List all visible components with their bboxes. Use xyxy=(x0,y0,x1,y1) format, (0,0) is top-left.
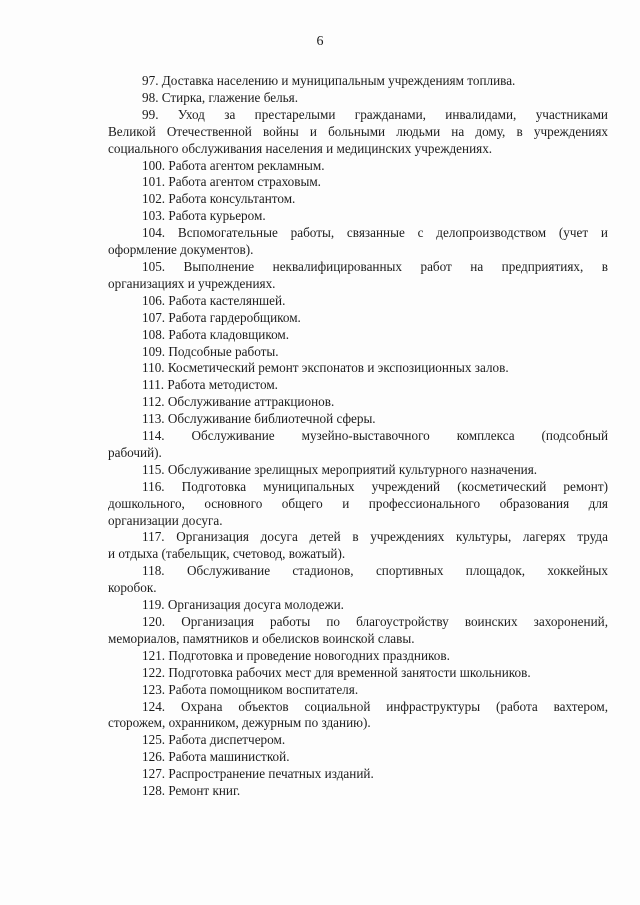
list-item-first-line: 122. Подготовка рабочих мест для временной занятости школьников. xyxy=(142,664,531,680)
list-item-first-line: 113. Обслуживание библиотечной сферы. xyxy=(142,411,376,427)
list-item-continuation: сторожем, охранником, дежурным по зданию). xyxy=(108,715,371,731)
list-item-first-line: 111. Работа методистом. xyxy=(142,377,278,393)
list-item xyxy=(108,428,608,462)
list-item xyxy=(108,293,608,310)
list-item-continuation: оформление документов). xyxy=(108,242,254,258)
list-item-first-line: 117. Организация досуга детей в учреждениях культуры, лагерях труда xyxy=(142,529,608,545)
list-item xyxy=(108,766,608,783)
list-item xyxy=(108,174,608,191)
list-item xyxy=(108,665,608,682)
list-item-first-line: 101. Работа агентом страховым. xyxy=(142,174,321,190)
page-number: 6 xyxy=(316,34,324,49)
list-item-continuation: организации досуга. xyxy=(108,512,223,528)
list-item-first-line: 121. Подготовка и проведение новогодних праздников. xyxy=(142,647,450,663)
list-item-first-line: 102. Работа консультантом. xyxy=(142,191,296,207)
list-item xyxy=(108,699,608,733)
list-item-first-line: 120. Организация работы по благоустройству воинских захоронений, xyxy=(142,614,608,629)
list-item-continuation: и отдыха (табельщик, счетовод, вожатый). xyxy=(108,546,346,562)
list-item-first-line: 97. Доставка населению и муниципальным учреждениям топлива. xyxy=(142,73,516,88)
list-item-first-line: 127. Распространение печатных изданий. xyxy=(142,766,374,782)
list-item-first-line: 105. Выполнение неквалифицированных работ на предприятиях, в xyxy=(142,258,608,274)
list-item-first-line: 98. Стирка, глажение белья. xyxy=(142,89,299,105)
list-item-first-line: 100. Работа агентом рекламным. xyxy=(142,157,325,173)
list-item xyxy=(108,394,608,411)
list-item-continuation: дошкольного, основного общего и профессионального образования для xyxy=(108,495,608,511)
list-item-first-line: 118. Обслуживание стадионов, спортивных площадок, хоккейных xyxy=(142,563,608,579)
list-item-first-line: 99. Уход за престарелыми гражданами, инвалидами, участниками xyxy=(142,106,608,122)
list-item xyxy=(108,783,608,800)
list-item xyxy=(108,191,608,208)
list-item xyxy=(108,597,608,614)
list-item xyxy=(108,344,608,361)
list-item-first-line: 107. Работа гардеробщиком. xyxy=(142,309,301,325)
list-item-first-line: 116. Подготовка муниципальных учреждений (косметический ремонт) xyxy=(142,478,608,494)
list-item xyxy=(108,327,608,344)
list-item xyxy=(108,648,608,665)
list-item-continuation: социального обслуживания населения и медицинских учреждениях. xyxy=(108,140,493,156)
list-item-first-line: 123. Работа помощником воспитателя. xyxy=(142,681,359,697)
list-item xyxy=(108,563,608,597)
list-item xyxy=(108,259,608,293)
list-item xyxy=(108,749,608,766)
list-item-first-line: 104. Вспомогательные работы, связанные с делопроизводством (учет и xyxy=(142,225,608,241)
list-item xyxy=(108,158,608,175)
list-item-first-line: 112. Обслуживание аттракционов. xyxy=(142,394,335,410)
list-item xyxy=(108,73,608,90)
list-item-first-line: 128. Ремонт книг. xyxy=(142,783,241,799)
list-item xyxy=(108,479,608,530)
list-item-continuation: коробок. xyxy=(108,580,157,596)
list-item-continuation: мемориалов, памятников и обелисков воинской славы. xyxy=(108,630,415,646)
list-item-first-line: 124. Охрана объектов социальной инфраструктуры (работа вахтером, xyxy=(142,698,608,714)
list-item-first-line: 106. Работа кастеляншей. xyxy=(142,292,286,308)
list-item xyxy=(108,225,608,259)
list-item-first-line: 119. Организация досуга молодежи. xyxy=(142,597,344,613)
item-list xyxy=(108,73,608,800)
list-item-continuation: Великой Отечественной войны и больными людьми на дому, в учреждениях xyxy=(108,123,608,139)
list-item-first-line: 103. Работа курьером. xyxy=(142,208,266,224)
list-item-first-line: 115. Обслуживание зрелищных мероприятий культурного назначения. xyxy=(142,461,538,477)
list-item-first-line: 126. Работа машинисткой. xyxy=(142,749,290,765)
list-item-continuation: рабочий). xyxy=(108,444,162,460)
list-item-first-line: 110. Косметический ремонт экспонатов и экспозиционных залов. xyxy=(142,360,509,376)
list-item-continuation: организациях и учреждениях. xyxy=(108,275,276,291)
list-item-first-line: 109. Подсобные работы. xyxy=(142,343,279,359)
list-item xyxy=(108,360,608,377)
list-item xyxy=(108,529,608,563)
list-item xyxy=(108,462,608,479)
list-item-first-line: 108. Работа кладовщиком. xyxy=(142,326,290,342)
list-item xyxy=(108,310,608,327)
list-item xyxy=(108,682,608,699)
list-item-first-line: 114. Обслуживание музейно-выставочного комплекса (подсобный xyxy=(142,428,608,444)
list-item xyxy=(108,208,608,225)
list-item xyxy=(108,411,608,428)
list-item xyxy=(108,107,608,158)
list-item xyxy=(108,614,608,648)
list-item xyxy=(108,732,608,749)
list-item xyxy=(108,377,608,394)
list-item xyxy=(108,90,608,107)
list-item-first-line: 125. Работа диспетчером. xyxy=(142,732,286,748)
